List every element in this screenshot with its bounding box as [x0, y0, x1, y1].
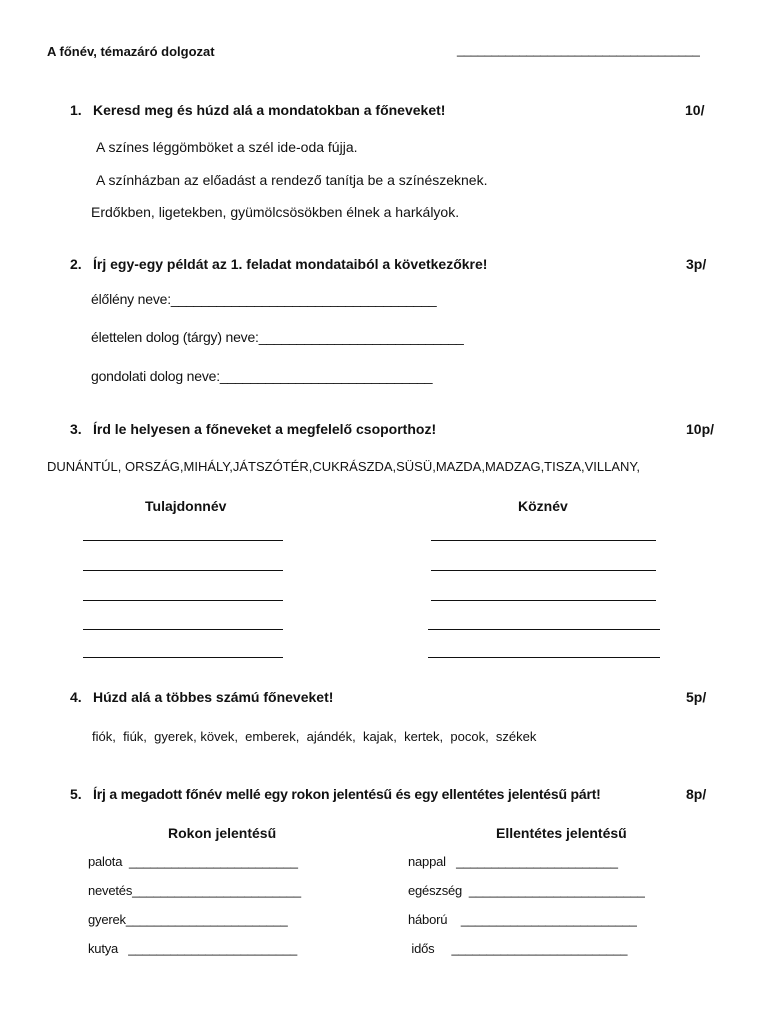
proper-noun-answer-line[interactable]	[83, 540, 283, 541]
proper-noun-answer-line[interactable]	[83, 600, 283, 601]
common-noun-answer-line[interactable]	[431, 600, 656, 601]
task-2-title: Írj egy-egy példát az 1. feladat mondataiból a következőkre!	[93, 256, 488, 272]
task-1-number: 1.	[70, 102, 82, 118]
task-3-title: Írd le helyesen a főneveket a megfelelő csoporthoz!	[93, 421, 437, 437]
task-3-number: 3.	[70, 421, 82, 437]
task-4-word-list: fiók, fiúk, gyerek, kövek, emberek, ajándék, kajak, kertek, pocok, székek	[92, 729, 537, 744]
task-5-column-synonyms: Rokon jelentésű	[168, 825, 277, 841]
task-5-antonym-row[interactable]: egészség _________________________	[408, 883, 645, 898]
task-5-number: 5.	[70, 786, 82, 802]
task-3-word-list: DUNÁNTÚL, ORSZÁG,MIHÁLY,JÁTSZÓTÉR,CUKRÁSZDA,SÜSÜ,MAZDA,MADZAG,TISZA,VILLANY,	[47, 459, 641, 474]
task-5-title: Írj a megadott főnév mellé egy rokon jelentésű és egy ellentétes jelentésű párt!	[93, 786, 601, 802]
task-3-column-common-nouns: Köznév	[518, 498, 568, 514]
task-5-synonym-row[interactable]: gyerek_______________________	[88, 912, 288, 927]
task-2-number: 2.	[70, 256, 82, 272]
task-1-sentence: Erdőkben, ligetekben, gyümölcsösökben élnek a harkályok.	[91, 204, 460, 220]
task-5-antonym-row[interactable]: nappal _______________________	[408, 854, 618, 869]
task-4-number: 4.	[70, 689, 82, 705]
common-noun-answer-line[interactable]	[428, 629, 660, 630]
task-2-points: 3p/	[686, 256, 707, 272]
task-5-column-antonyms: Ellentétes jelentésű	[496, 825, 627, 841]
task-4-title: Húzd alá a többes számú főneveket!	[93, 689, 334, 705]
task-1-title: Keresd meg és húzd alá a mondatokban a főneveket!	[93, 102, 446, 118]
page-title: A főnév, témazáró dolgozat	[47, 44, 215, 59]
proper-noun-answer-line[interactable]	[83, 657, 283, 658]
task-3-points: 10p/	[686, 421, 715, 437]
task-2-answer-line[interactable]: gondolati dolog neve:____________________________	[91, 368, 433, 384]
task-2-answer-line[interactable]: élőlény neve:___________________________________	[91, 291, 437, 307]
common-noun-answer-line[interactable]	[431, 570, 656, 571]
task-2-answer-line[interactable]: élettelen dolog (tárgy) neve:___________________________	[91, 329, 464, 345]
proper-noun-answer-line[interactable]	[83, 570, 283, 571]
task-1-sentence: A színházban az előadást a rendező tanítja be a színészeknek.	[96, 172, 488, 188]
task-4-points: 5p/	[686, 689, 707, 705]
task-1-sentence: A színes léggömböket a szél ide-oda fújja.	[96, 139, 358, 155]
common-noun-answer-line[interactable]	[428, 657, 660, 658]
task-5-synonym-row[interactable]: palota ________________________	[88, 854, 298, 869]
task-5-synonym-row[interactable]: kutya ________________________	[88, 941, 298, 956]
common-noun-answer-line[interactable]	[431, 540, 656, 541]
task-3-column-proper-nouns: Tulajdonnév	[145, 498, 227, 514]
task-1-points: 10/	[685, 102, 705, 118]
task-5-synonym-row[interactable]: nevetés________________________	[88, 883, 301, 898]
task-5-antonym-row[interactable]: háború _________________________	[408, 912, 637, 927]
proper-noun-answer-line[interactable]	[83, 629, 283, 630]
task-5-points: 8p/	[686, 786, 707, 802]
task-5-antonym-row[interactable]: idős _________________________	[408, 941, 628, 956]
student-name-line[interactable]: ___________________________________	[457, 42, 700, 57]
